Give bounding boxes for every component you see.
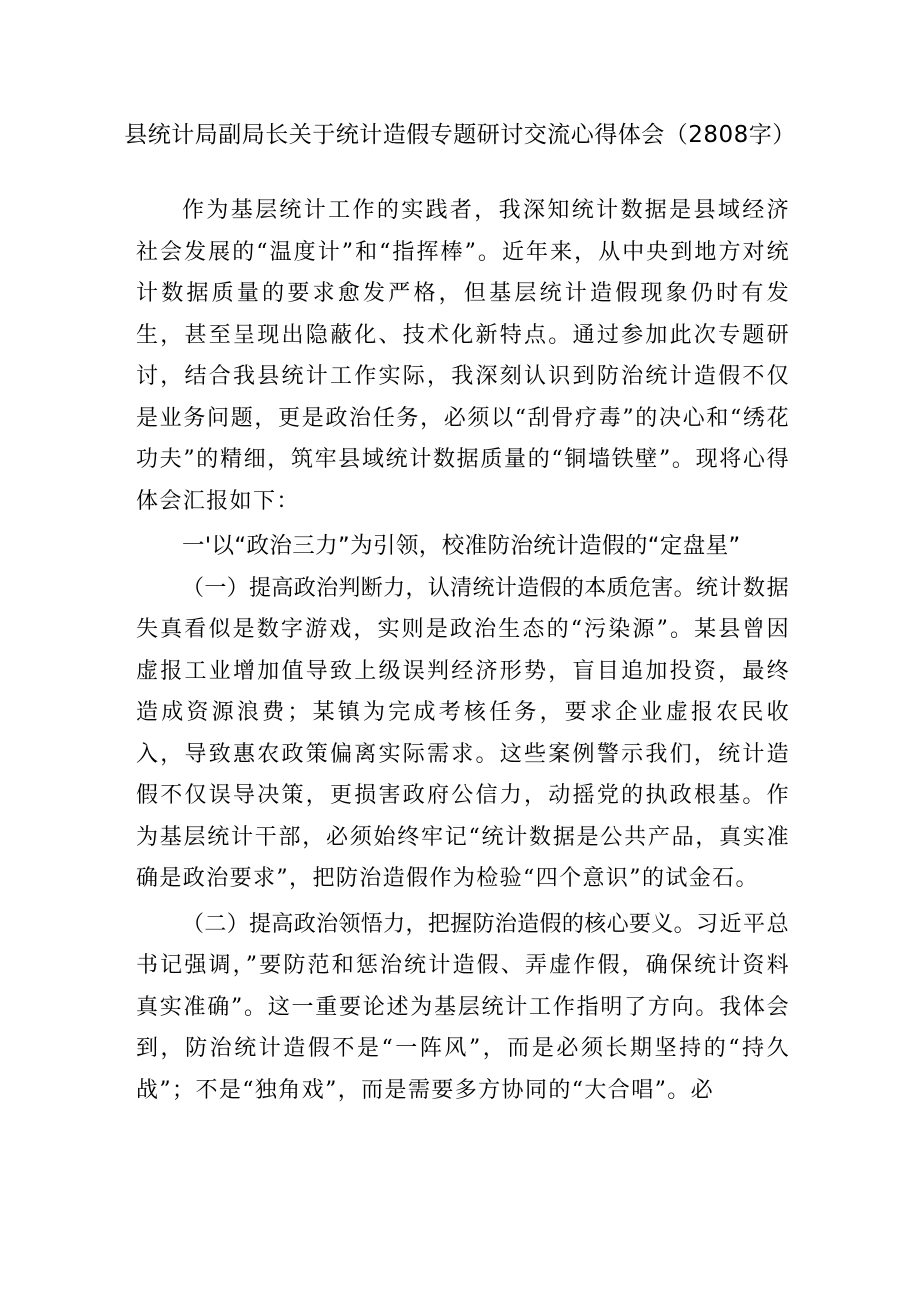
subsection-2-heading: （二）提高政治领悟力，把握防治造假的核心要义。 [182,911,696,937]
intro-paragraph: 作为基层统计工作的实践者，我深知统计数据是县域经济社会发展的“温度计”和“指挥棒”。近年来，从中央到地方对统计数据质量的要求愈发严格，但基层统计造假现象仍时有发生，甚至呈现出隐蔽化、技术化新特点。通过参加此次专题研讨，结合我县统计工作实际，我深刻认识到防治统计造假不仅是业务问题，更是政治任务，必须以“刮骨疗毒”的决心和“绣花功夫”的精细，筑牢县域统计数据质量的“铜墙铁壁”。现将心得体会汇报如下： [136,198,790,514]
subsection-1-body: 统计数据失真看似是数字游戏，实则是政治生态的“污染源”。某县曾因虚报工业增加值导致上级误判经济形势，盲目追加投资，最终造成资源浪费；某镇为完成考核任务，要求企业虚报农民收入，导致惠农政策偏离实际需求。这些案例警示我们，统计造假不仅误导决策，更损害政府公信力，动摇党的执政根基。作为基层统计干部，必须始终牢记“统计数据是公共产品，真实准确是政治要求”，把防治造假作为检验“四个意识”的试金石。 [136,575,790,891]
subsection-2-body: 习近平总书记强调，”要防范和惩治统计造假、弄虚作假，确保统计资料真实准确”。这一重要论述为基层统计工作指明了方向。我体会到，防治统计造假不是“一阵风”，而是必须长期坚持的“持久战”；不是“独角戏”，而是需要多方协同的“大合唱”。必 [136,911,790,1103]
document-title: 县统计局副局长关于统计造假专题研讨交流心得体会（2808字） [124,122,796,148]
section-1-heading: 一'以“政治三力”为引领，校准防治统计造假的“定盘星” [182,533,741,559]
subsection-1-heading: （一）提高政治判断力，认清统计造假的本质危害。 [182,575,696,601]
document-body [136,190,790,1111]
section-1-paragraph-1 [136,568,790,900]
section-1-paragraph-2 [136,904,790,1112]
